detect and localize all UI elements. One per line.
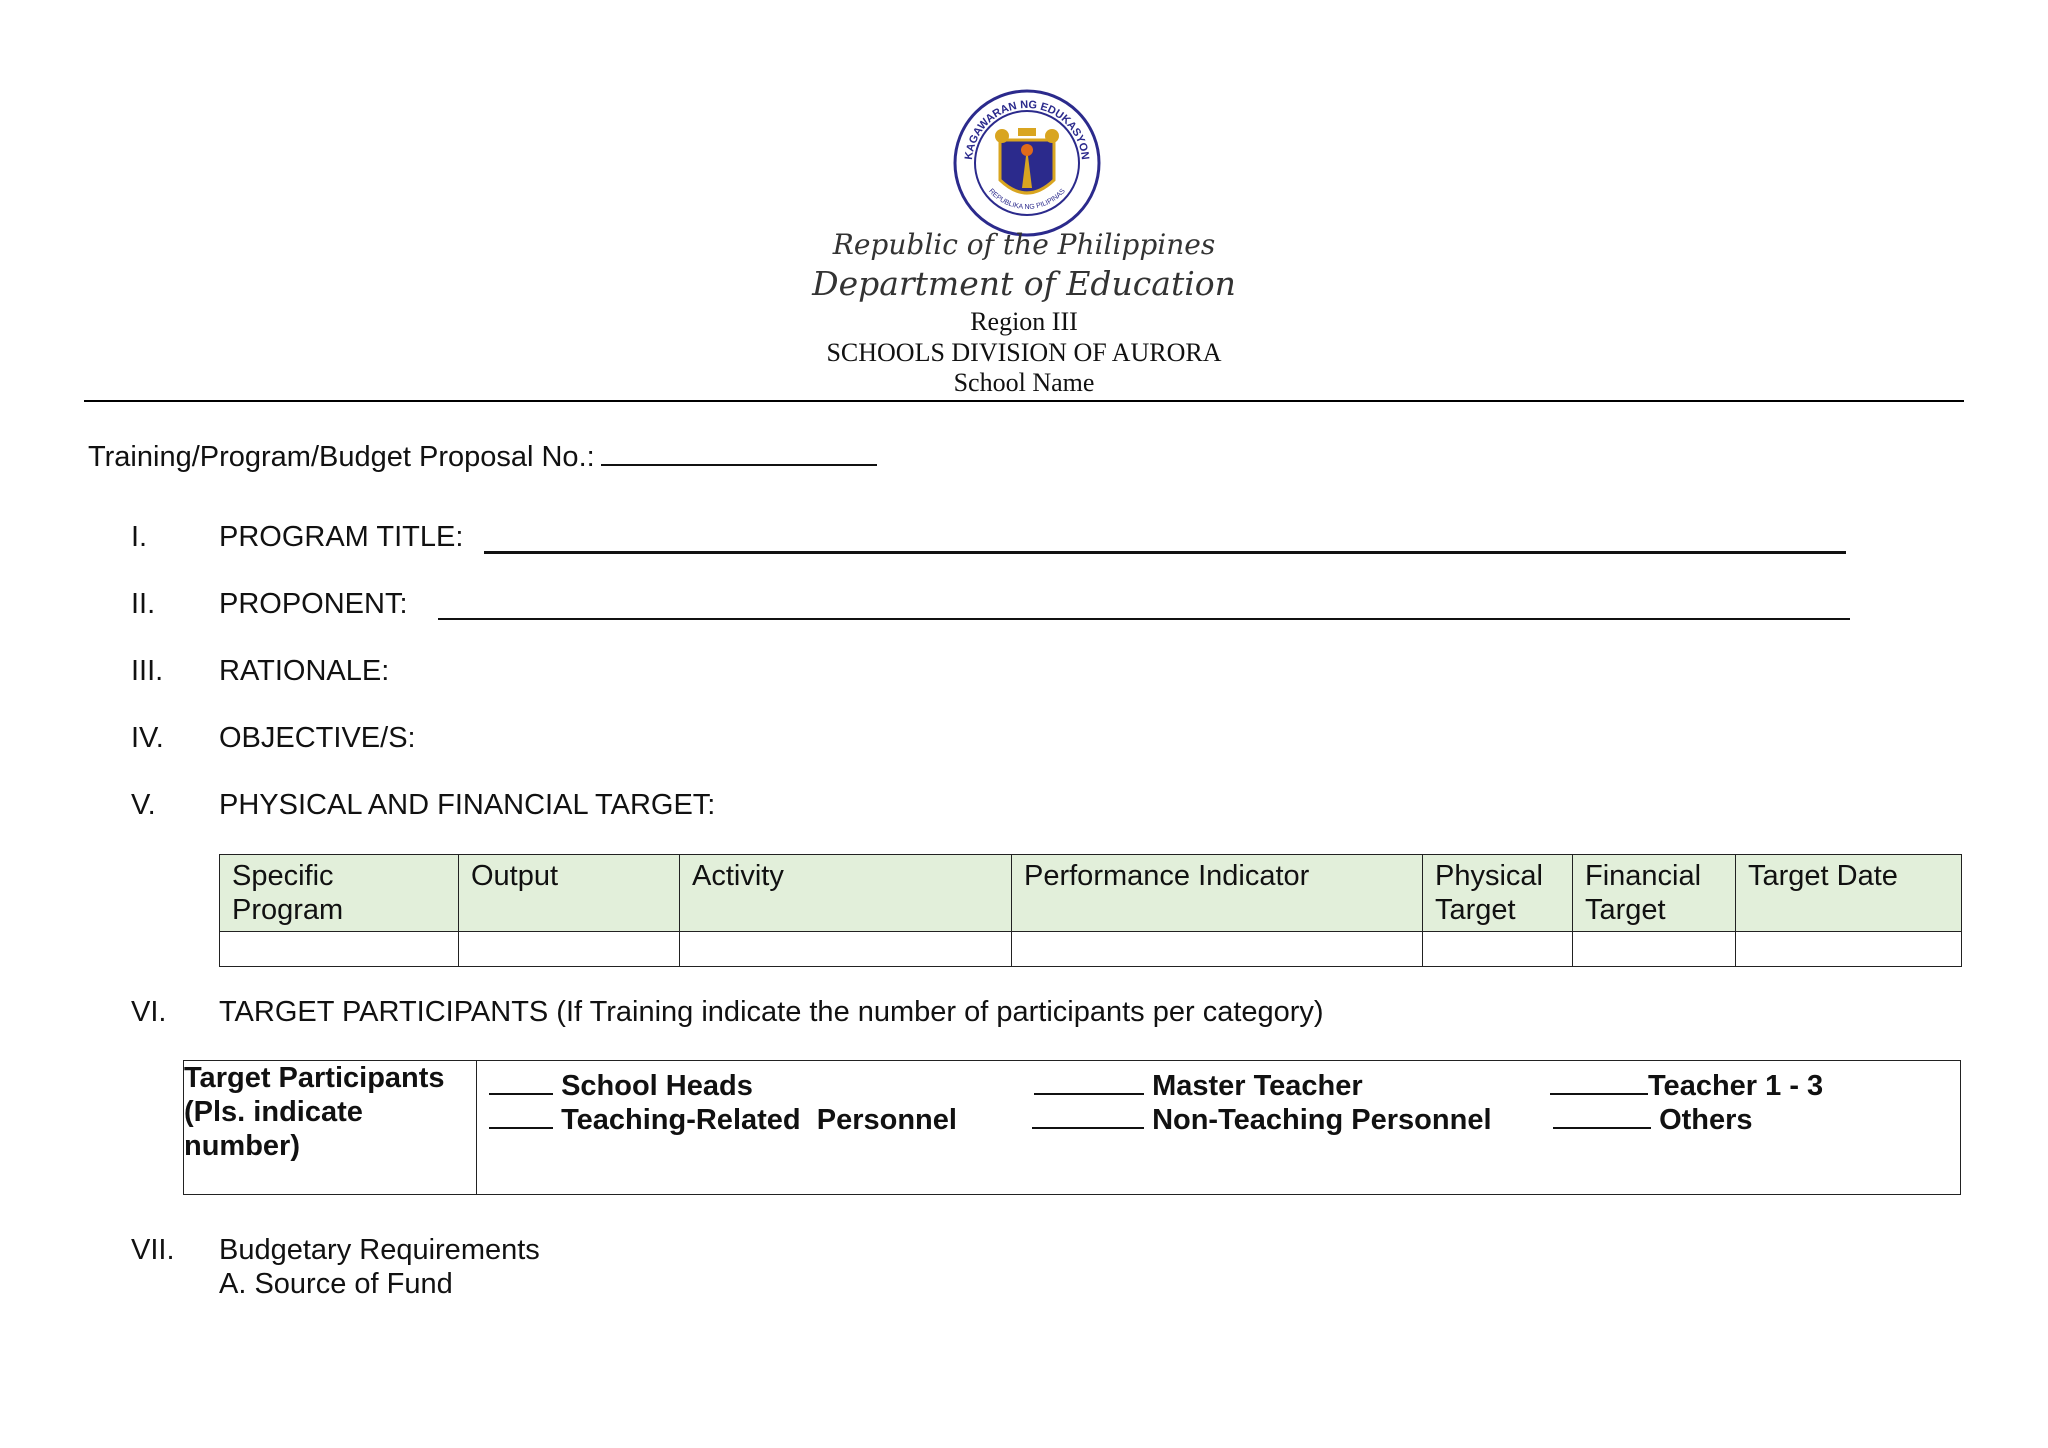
department-heading: Department of Education bbox=[812, 264, 1236, 303]
table-row bbox=[184, 1061, 1961, 1195]
svg-text:REPUBLIKA NG PILIPINAS: REPUBLIKA NG PILIPINAS bbox=[987, 187, 1067, 211]
option-teacher-1-3[interactable]: Teacher 1 - 3 bbox=[1550, 1069, 1823, 1103]
section-1-number: I. bbox=[131, 521, 148, 553]
section-6-number: VI. bbox=[131, 996, 167, 1028]
column-header: Financial Target bbox=[1573, 855, 1736, 932]
count-blank[interactable] bbox=[1550, 1069, 1648, 1095]
option-non-teaching[interactable]: Non-Teaching Personnel bbox=[1032, 1103, 1492, 1137]
count-blank[interactable] bbox=[489, 1103, 553, 1129]
table-cell[interactable] bbox=[459, 932, 680, 967]
program-title-blank[interactable] bbox=[484, 551, 1846, 554]
table-header-row bbox=[220, 855, 1962, 932]
table-cell[interactable] bbox=[1736, 932, 1962, 967]
column-header: Target Date bbox=[1736, 855, 1962, 932]
proposal-number-label: Training/Program/Budget Proposal No.: bbox=[88, 441, 595, 473]
table-cell[interactable] bbox=[680, 932, 1012, 967]
section-3-title: RATIONALE: bbox=[219, 655, 390, 687]
column-header: Performance Indicator bbox=[1012, 855, 1423, 932]
section-4-number: IV. bbox=[131, 722, 164, 754]
table-cell[interactable] bbox=[1573, 932, 1736, 967]
header-divider bbox=[84, 400, 1964, 402]
column-header: Output bbox=[459, 855, 680, 932]
table-cell[interactable] bbox=[1423, 932, 1573, 967]
option-others[interactable]: Others bbox=[1553, 1103, 1753, 1137]
section-1-title: PROGRAM TITLE: bbox=[219, 521, 464, 553]
option-teaching-related[interactable]: Teaching-Related Personnel bbox=[489, 1103, 957, 1137]
school-name-heading: School Name bbox=[953, 368, 1095, 397]
proponent-blank[interactable] bbox=[438, 618, 1850, 620]
section-3-number: III. bbox=[131, 655, 164, 687]
participant-options-cell bbox=[477, 1061, 1961, 1195]
republic-heading: Republic of the Philippines bbox=[832, 228, 1216, 261]
physical-financial-table bbox=[219, 854, 1962, 967]
option-school-heads[interactable]: School Heads bbox=[489, 1069, 753, 1103]
svg-text:KAGAWARAN NG EDUKASYON: KAGAWARAN NG EDUKASYON bbox=[963, 98, 1091, 161]
target-participants-table bbox=[183, 1060, 1961, 1195]
section-5-number: V. bbox=[131, 789, 156, 821]
column-header: Specific Program bbox=[220, 855, 459, 932]
section-5-title: PHYSICAL AND FINANCIAL TARGET: bbox=[219, 789, 716, 821]
section-2-number: II. bbox=[131, 588, 156, 620]
table-cell[interactable] bbox=[1012, 932, 1423, 967]
table-cell[interactable] bbox=[220, 932, 459, 967]
deped-seal-icon bbox=[952, 88, 1102, 238]
proposal-number-blank[interactable] bbox=[601, 438, 877, 466]
section-7-title: Budgetary Requirements bbox=[219, 1234, 540, 1266]
table-row bbox=[220, 932, 1962, 967]
option-master-teacher[interactable]: Master Teacher bbox=[1034, 1069, 1363, 1103]
division-heading: SCHOOLS DIVISION OF AURORA bbox=[826, 338, 1222, 367]
count-blank[interactable] bbox=[1032, 1103, 1144, 1129]
section-7-number: VII. bbox=[131, 1234, 175, 1266]
count-blank[interactable] bbox=[1553, 1103, 1651, 1129]
source-of-fund-label: A. Source of Fund bbox=[219, 1268, 453, 1300]
column-header: Activity bbox=[680, 855, 1012, 932]
target-participants-label: Target Participants (Pls. indicate number) bbox=[184, 1061, 477, 1195]
section-6-title: TARGET PARTICIPANTS (If Training indicate the number of participants per category) bbox=[219, 996, 1324, 1028]
proposal-number-row bbox=[88, 438, 877, 474]
region-heading: Region III bbox=[970, 307, 1078, 336]
section-4-title: OBJECTIVE/S: bbox=[219, 722, 416, 754]
column-header: Physical Target bbox=[1423, 855, 1573, 932]
count-blank[interactable] bbox=[489, 1069, 553, 1095]
section-2-title: PROPONENT: bbox=[219, 588, 408, 620]
count-blank[interactable] bbox=[1034, 1069, 1144, 1095]
